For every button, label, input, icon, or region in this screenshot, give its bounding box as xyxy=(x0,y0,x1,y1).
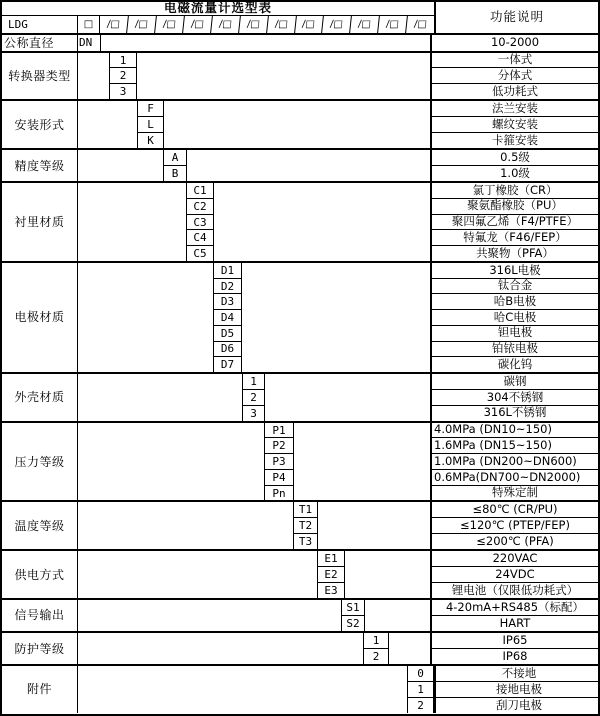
code-box-first: □ xyxy=(78,16,100,33)
spacer-left xyxy=(78,53,110,100)
code-cell: P2 xyxy=(265,438,293,454)
code-column xyxy=(408,666,434,713)
spacer-left xyxy=(78,263,214,372)
category-label: 温度等级 xyxy=(2,502,78,549)
description-cell: 聚四氟乙烯（F4/PTFE） xyxy=(432,215,598,231)
description-cell: 1.6MPa (DN15~150) xyxy=(432,438,598,454)
code-cell: T2 xyxy=(294,518,317,534)
spacer-left xyxy=(78,101,138,148)
code-cell: D1 xyxy=(214,263,241,279)
description-cell: 0.6MPa(DN700~DN2000) xyxy=(432,470,598,486)
code-cell: P3 xyxy=(265,454,293,470)
ldg-slot: /□ xyxy=(295,16,325,33)
description-cell: 哈C电极 xyxy=(432,310,598,326)
spacer-right xyxy=(294,423,430,501)
description-cell: 钽电极 xyxy=(432,326,598,342)
spacer-right xyxy=(137,53,430,100)
ldg-slot: /□ xyxy=(322,16,352,33)
category-row xyxy=(2,148,598,181)
spacer-right xyxy=(242,263,430,372)
description-cell: 1.0MPa (DN200~DN600) xyxy=(432,454,598,470)
description-cell: 不接地 xyxy=(436,666,600,682)
code-cell: C5 xyxy=(193,247,207,261)
model-code-row xyxy=(2,16,434,33)
description-cell: 哈B电极 xyxy=(432,294,598,310)
description-column xyxy=(434,666,600,713)
code-cell: 2 xyxy=(243,390,264,406)
category-row xyxy=(2,372,598,421)
category-label: 电极材质 xyxy=(2,263,78,372)
description-column xyxy=(430,423,598,501)
description-column xyxy=(430,374,598,421)
description-column xyxy=(430,101,598,148)
category-label: 转换器类型 xyxy=(2,53,78,100)
description-column xyxy=(430,633,598,664)
category-row xyxy=(2,181,598,261)
code-column xyxy=(164,150,187,181)
model-prefix-label: LDG xyxy=(2,16,78,33)
description-cell: 316L不锈钢 xyxy=(483,405,547,420)
ldg-slot: /□ xyxy=(155,16,185,33)
description-column xyxy=(430,35,598,51)
description-cell: 4.0MPa (DN10~150) xyxy=(432,423,598,439)
category-row xyxy=(2,99,598,148)
description-cell: 共聚物（PFA） xyxy=(476,246,554,260)
description-column xyxy=(430,150,598,181)
code-cell: S1 xyxy=(342,600,364,616)
description-cell: 特氟龙（F46/FEP） xyxy=(432,230,598,246)
code-cell: 2 xyxy=(110,68,136,84)
category-row xyxy=(2,664,598,713)
code-cell: D2 xyxy=(214,279,241,295)
code-cell: K xyxy=(147,134,154,148)
description-cell: ≤80℃ (CR/PU) xyxy=(432,502,598,518)
spacer-right xyxy=(214,183,430,261)
code-column xyxy=(214,263,242,372)
table-title: 电磁流量计选型表 xyxy=(2,2,434,16)
code-cell: 1 xyxy=(110,53,136,69)
code-cell: 1 xyxy=(364,633,388,649)
description-column xyxy=(430,502,598,549)
code-cell: D7 xyxy=(220,358,235,372)
description-cell: ≤200℃ (PFA) xyxy=(476,534,554,548)
ldg-slot: /□ xyxy=(239,16,269,33)
code-column xyxy=(138,101,164,148)
spacer-left xyxy=(78,551,318,598)
code-cell: Pn xyxy=(272,486,286,500)
code-cell: S2 xyxy=(346,616,360,630)
code-cell: E2 xyxy=(318,567,344,583)
description-cell: 氯丁橡胶（CR） xyxy=(432,183,598,199)
category-label: 附件 xyxy=(2,666,78,713)
description-column xyxy=(430,53,598,100)
description-cell: 碳钢 xyxy=(432,374,598,390)
ldg-slot: /□ xyxy=(378,16,408,33)
code-cell: B xyxy=(171,167,179,181)
description-cell: IP68 xyxy=(502,649,528,663)
category-label: 精度等级 xyxy=(2,150,78,181)
category-label: 公称直径 xyxy=(2,35,78,51)
category-label: 衬里材质 xyxy=(2,183,78,261)
description-cell: 4-20mA+RS485（标配） xyxy=(432,600,598,616)
category-label: 压力等级 xyxy=(2,423,78,501)
code-cell: D3 xyxy=(214,294,241,310)
ldg-slot: /□ xyxy=(413,18,428,30)
description-cell: 铂铱电极 xyxy=(432,342,598,358)
code-cell: C4 xyxy=(187,230,213,246)
description-cell: IP65 xyxy=(432,633,598,649)
description-cell: 法兰安装 xyxy=(432,101,598,117)
code-column xyxy=(318,551,345,598)
category-row xyxy=(2,421,598,501)
description-cell: 钛合金 xyxy=(432,279,598,295)
spacer-left xyxy=(78,150,164,181)
description-cell: 304不锈钢 xyxy=(432,390,598,406)
code-cell: C2 xyxy=(187,199,213,215)
description-cell: ≤120℃ (PTEP/FEP) xyxy=(432,518,598,534)
spacer-right xyxy=(164,101,430,148)
description-cell: 卡箍安装 xyxy=(492,133,538,147)
description-column xyxy=(430,551,598,598)
spacer-left xyxy=(78,600,342,631)
description-cell: 1.0级 xyxy=(500,166,530,180)
code-cell: E3 xyxy=(324,583,338,597)
description-cell: 螺纹安装 xyxy=(432,117,598,133)
category-row xyxy=(2,261,598,372)
code-cell: T3 xyxy=(298,535,313,549)
spacer-left xyxy=(78,423,265,501)
ldg-slot: /□ xyxy=(211,16,241,33)
category-label: 防护等级 xyxy=(2,633,78,664)
code-cell: 1 xyxy=(243,374,264,390)
description-cell: 接地电极 xyxy=(436,682,600,698)
code-cell: F xyxy=(138,101,163,117)
category-label: 外壳材质 xyxy=(2,374,78,421)
spacer-right xyxy=(101,35,430,51)
code-cell: D6 xyxy=(214,342,241,358)
code-cell: P1 xyxy=(265,423,293,439)
category-row xyxy=(2,500,598,549)
code-column xyxy=(78,35,101,51)
code-column xyxy=(265,423,294,501)
code-cell: DN xyxy=(79,36,93,50)
spacer-left xyxy=(78,633,364,664)
description-cell: 0.5级 xyxy=(432,150,598,166)
category-row xyxy=(2,51,598,100)
category-label: 安装形式 xyxy=(2,101,78,148)
code-cell: 2 xyxy=(372,650,380,664)
description-column xyxy=(430,600,598,631)
code-cell: A xyxy=(164,150,186,166)
spacer-right xyxy=(187,150,430,181)
code-cell: 3 xyxy=(119,85,127,99)
description-cell: 聚氨酯橡胶（PU） xyxy=(432,199,598,215)
category-label: 信号输出 xyxy=(2,600,78,631)
code-column xyxy=(110,53,137,100)
spacer-right xyxy=(318,502,430,549)
description-cell: 刮刀电极 xyxy=(496,697,542,712)
table-header xyxy=(2,2,598,33)
code-cell: L xyxy=(138,117,163,133)
code-cell: 3 xyxy=(250,406,257,420)
code-cell: D5 xyxy=(214,326,241,342)
category-label: 供电方式 xyxy=(2,551,78,598)
spacer-right xyxy=(265,374,430,421)
description-cell: 低功耗式 xyxy=(492,84,538,99)
description-cell: HART xyxy=(499,615,531,630)
code-column xyxy=(364,633,389,664)
code-cell: E1 xyxy=(318,551,344,567)
category-row xyxy=(2,598,598,631)
code-cell: C3 xyxy=(187,215,213,231)
description-cell: 316L电极 xyxy=(432,263,598,279)
spacer-left xyxy=(78,502,294,549)
ldg-slot: /□ xyxy=(267,16,297,33)
code-slot-strip xyxy=(100,16,434,33)
category-section xyxy=(2,33,598,713)
spacer-right xyxy=(345,551,430,598)
description-cell: 24VDC xyxy=(432,567,598,583)
code-cell: D4 xyxy=(214,310,241,326)
description-column xyxy=(430,263,598,372)
description-cell: 10-2000 xyxy=(490,35,540,50)
spacer-right xyxy=(365,600,430,631)
ldg-slot: /□ xyxy=(127,16,157,33)
code-cell: C1 xyxy=(187,183,213,199)
code-column xyxy=(187,183,214,261)
code-column xyxy=(294,502,318,549)
header-left xyxy=(2,2,434,33)
code-column xyxy=(243,374,265,421)
function-column-header: 功能说明 xyxy=(434,2,598,33)
spacer-right xyxy=(389,633,430,664)
code-cell: P4 xyxy=(265,470,293,486)
code-cell: 0 xyxy=(408,666,433,682)
category-row xyxy=(2,631,598,664)
ldg-slot: /□ xyxy=(350,16,380,33)
description-cell: 特殊定制 xyxy=(492,485,538,500)
description-cell: 分体式 xyxy=(432,68,598,84)
description-column xyxy=(430,183,598,261)
spacer-left xyxy=(78,374,243,421)
code-cell: 1 xyxy=(408,682,433,698)
ldg-slot: /□ xyxy=(183,16,213,33)
spacer-left xyxy=(78,666,408,713)
spacer-left xyxy=(78,183,187,261)
ldg-slot: /□ xyxy=(99,16,129,33)
code-cell: 2 xyxy=(417,698,424,712)
category-row xyxy=(2,549,598,598)
description-cell: 碳化钨 xyxy=(497,357,533,371)
code-cell: T1 xyxy=(294,502,317,518)
description-cell: 一体式 xyxy=(432,53,598,69)
description-cell: 锂电池（仅限低功耗式） xyxy=(451,582,579,597)
category-row xyxy=(2,33,598,51)
description-cell: 220VAC xyxy=(432,551,598,567)
code-column xyxy=(342,600,365,631)
